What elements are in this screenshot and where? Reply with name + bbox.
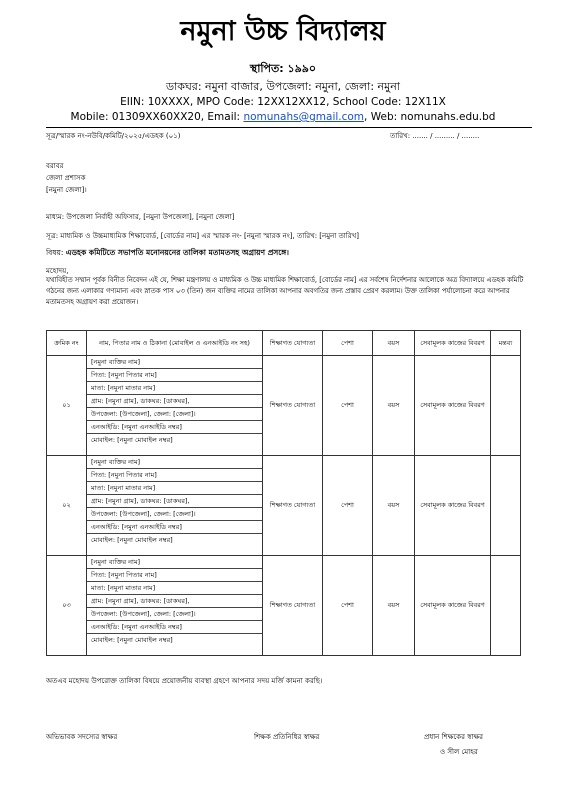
contact-prefix: Mobile: 01309XX60XX20, Email: (70, 111, 244, 123)
nominee-upazila: উপজেলা: [উপজেলা], জেলা: [জেলা]। (87, 508, 262, 521)
nominee-mobile: মোবাইল: [নমুনা মোবাইল নম্বর] (91, 536, 173, 544)
closing-line: অতএব মহোদয় উপরোক্ত তালিকা বিষয়ে প্রয়োজনীয় ব্যবস্থা গ্রহণে আপনার সদয় মর্জি কামনা করছি। (46, 677, 323, 685)
header-profession: পেশা (323, 331, 373, 356)
source-line: সূত্র: মাধ্যমিক ও উচ্চমাধ্যমিক শিক্ষাবোর্ড, [বোর্ডের নাম] এর স্মারক নং- [নমুনা স্মারক নং], তারিখ: [নমুনা তারিখ] (46, 232, 359, 240)
subject-text: এডহক কমিটিতে সভাপতি মনোনয়নের তালিকা মতামতসহ অগ্রায়ণ প্রসঙ্গে। (65, 248, 289, 257)
nominee-father: পিতা: [নমুনা পিতার নাম] (87, 569, 262, 582)
row-serial: ০৩ (47, 556, 87, 656)
row-remarks (491, 356, 521, 456)
row-service: সেবামূলক কাজের বিবরণ (415, 456, 491, 556)
nominee-mother: মাতা: [নমুনা মাতার নাম] (87, 582, 262, 595)
row-profession: পেশা (323, 456, 373, 556)
nominee-village: গ্রাম: [নমুনা গ্রাম], ডাকঘর: [ডাকঘর], (87, 595, 262, 608)
header-service: সেবামূলক কাজের বিবরণ (415, 331, 491, 356)
row-serial: ০২ (47, 456, 87, 556)
header-education: শিক্ষাগত যোগ্যতা (263, 331, 323, 356)
salutation: মহোদয়, (46, 267, 69, 275)
row-nominee-details (87, 456, 263, 556)
nominee-village: গ্রাম: [নমুনা গ্রাম], ডাকঘর: [ডাকঘর], (87, 395, 262, 408)
nominee-upazila: উপজেলা: [উপজেলা], জেলা: [জেলা]। (87, 408, 262, 421)
row-remarks (491, 456, 521, 556)
body-paragraph: যথাবিহীত সম্মান পূর্বক বিনীত নিবেদন এই যে, শিক্ষা মন্ত্রণালয় ও মাধ্যমিক ও উচ্চ মাধ্যমিক শিক্ষাবোর্ড, [বোর্ডের নাম] এর সর্বশেষ নির্দেশনার আলোকে অত্র বিদ্যালয়ে এডহক কমিটি গঠনের জন্য এলাকার গণ্যমান্য এবং স্নাতক পাস ০৩ (তিন) জন ব্যক্তির নামের তালিকা আপনার অবগতির জন্য প্রস্তাব প্রেরণ করলাম। উক্ত তালিকা পর্যালোচনা করে আপনার মতামতসহ অগ্রায়ণ করা প্রয়োজন। (46, 276, 524, 306)
row-remarks (491, 556, 521, 656)
nominee-nid: এনআইডি: [নমুনা এনআইডি নম্বর] (87, 521, 262, 534)
established-year: স্থাপিত: ১৯৯০ (249, 62, 317, 75)
table-row (47, 556, 521, 656)
nominee-mother: মাতা: [নমুনা মাতার নাম] (87, 382, 262, 395)
subject-label: বিষয়: (46, 248, 64, 257)
nomination-table (46, 330, 521, 656)
contact-suffix: , Web: nomunahs.edu.bd (364, 111, 496, 123)
row-age: বয়স (373, 356, 415, 456)
header-serial: ক্রমিক নং (47, 331, 87, 356)
nominee-mobile: মোবাইল: [নমুনা মোবাইল নম্বর] (91, 636, 173, 644)
row-profession: পেশা (323, 556, 373, 656)
row-education: শিক্ষাগত যোগ্যতা (263, 556, 323, 656)
contact-line (0, 111, 566, 123)
recipient-district: [নমুনা জেলা]। (46, 186, 87, 194)
nominee-father: পিতা: [নমুনা পিতার নাম] (87, 469, 262, 482)
memo-date: তারিখ: ....... / ......... / ........ (390, 132, 480, 140)
school-address: ডাকঘর: নমুনা বাজার, উপজেলা: নমুনা, জেলা: নমুনা (166, 80, 400, 93)
subject-line (46, 248, 289, 260)
via-line: মাধ্যম: উপজেলা নির্বাহী অফিসার, [নমুনা উপজেলা], [নমুনা জেলা] (46, 213, 235, 221)
row-age: বয়স (373, 556, 415, 656)
row-age: বয়স (373, 456, 415, 556)
row-education: শিক্ষাগত যোগ্যতা (263, 356, 323, 456)
teacher-signature: শিক্ষক প্রতিনিধির স্বাক্ষর (254, 733, 320, 741)
table-row (47, 356, 521, 456)
table-header-row (47, 331, 521, 356)
nominee-name: [নমুনা ব্যক্তির নাম] (87, 456, 262, 469)
nominee-name: [নমুনা ব্যক্তির নাম] (87, 356, 262, 369)
school-name: নমুনা উচ্চ বিদ্যালয় (180, 16, 386, 47)
row-education: শিক্ষাগত যোগ্যতা (263, 456, 323, 556)
row-nominee-details (87, 356, 263, 456)
seal-label: ও সীল মোহর (440, 748, 478, 756)
table-row (47, 456, 521, 556)
nominee-nid: এনআইডি: [নমুনা এনআইডি নম্বর] (87, 621, 262, 634)
row-nominee-details (87, 556, 263, 656)
nominee-father: পিতা: [নমুনা পিতার নাম] (87, 369, 262, 382)
row-serial: ০১ (47, 356, 87, 456)
memo-reference: সূত্র/স্মারক নং-নউবি/কমিটি/২০২৫/এডহক (০১) (46, 132, 181, 140)
nominee-upazila: উপজেলা: [উপজেলা], জেলা: [জেলা]। (87, 608, 262, 621)
nominee-nid: এনআইডি: [নমুনা এনআইডি নম্বর] (87, 421, 262, 434)
guardian-signature: অভিভাবক সদস্যের স্বাক্ষর (46, 733, 118, 741)
school-codes: EIIN: 10XXXX, MPO Code: 12XX12XX12, School Code: 12X11X (120, 96, 446, 108)
recipient-to: বরাবর (46, 162, 64, 170)
email-link[interactable]: nomunahs@gmail.com (243, 111, 365, 123)
nominee-mother: মাতা: [নমুনা মাতার নাম] (87, 482, 262, 495)
header-name: নাম, পিতার নাম ও ঠিকানা (মোবাইল ও এনআইডি নং সহ) (87, 331, 263, 356)
header-remarks: মন্তব্য (491, 331, 521, 356)
recipient-title: জেলা প্রশাসক (46, 174, 86, 182)
head-teacher-signature: প্রধান শিক্ষকের স্বাক্ষর (424, 733, 483, 741)
header-divider (46, 127, 532, 128)
row-service: সেবামূলক কাজের বিবরণ (415, 556, 491, 656)
nominee-name: [নমুনা ব্যক্তির নাম] (87, 556, 262, 569)
row-profession: পেশা (323, 356, 373, 456)
nominee-village: গ্রাম: [নমুনা গ্রাম], ডাকঘর: [ডাকঘর], (87, 495, 262, 508)
row-service: সেবামূলক কাজের বিবরণ (415, 356, 491, 456)
header-age: বয়স (373, 331, 415, 356)
nominee-mobile: মোবাইল: [নমুনা মোবাইল নম্বর] (91, 436, 173, 444)
